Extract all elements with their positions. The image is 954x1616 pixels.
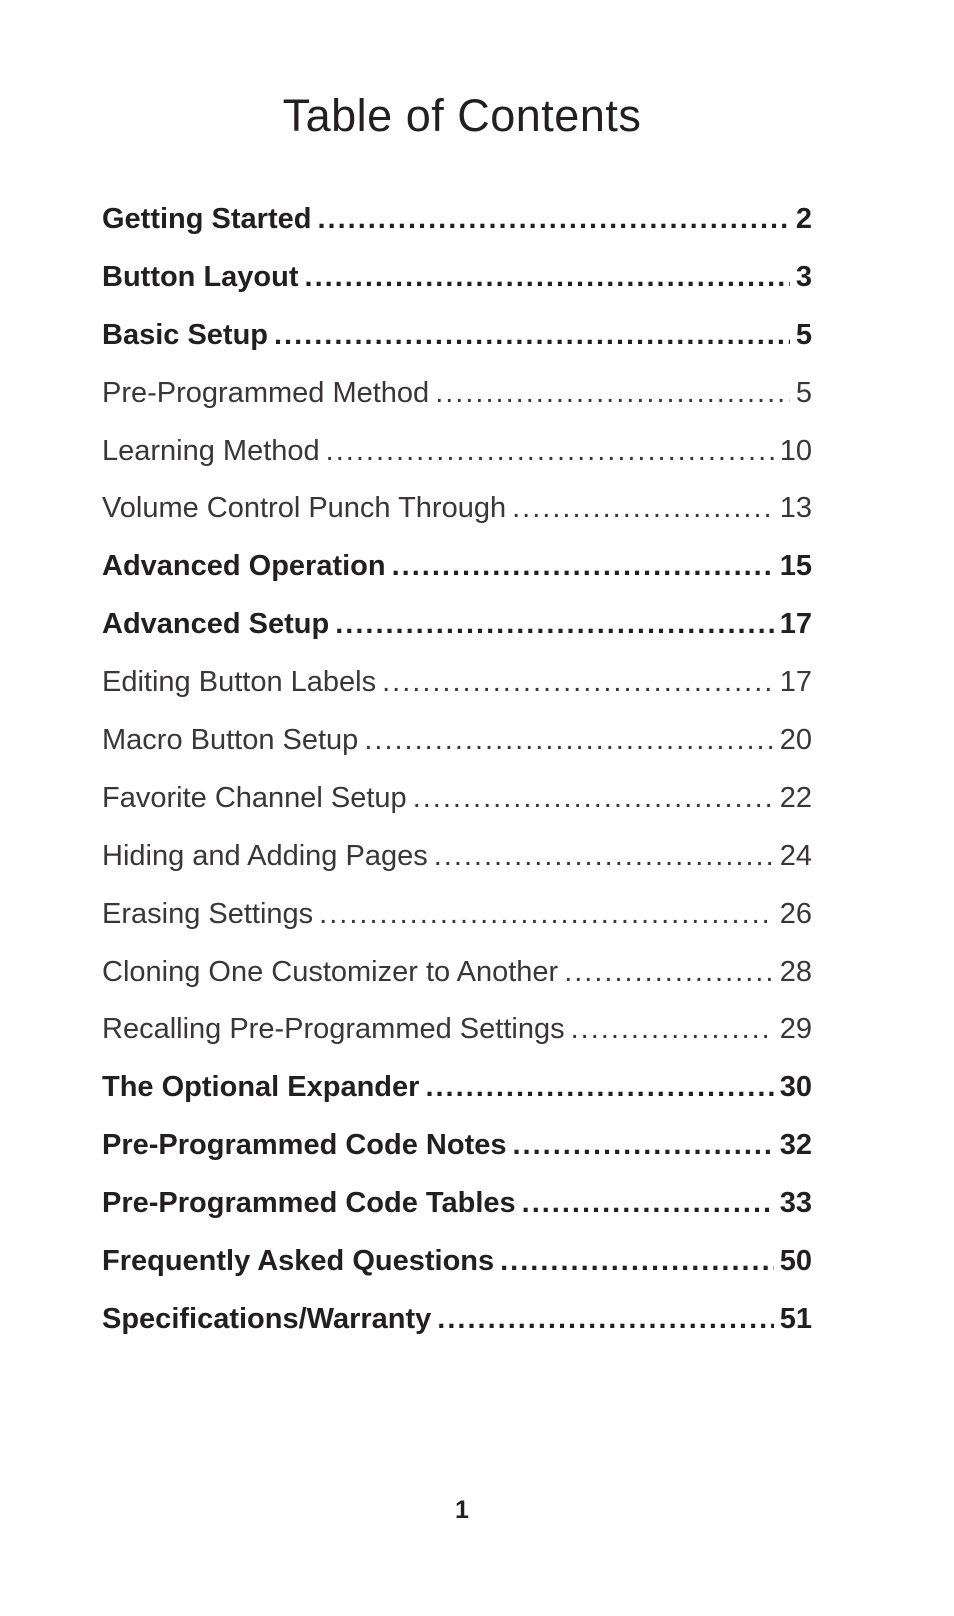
dot-leader: [564, 958, 774, 987]
toc-entry: [102, 958, 812, 1016]
toc-entry-page: 15: [779, 552, 812, 583]
dot-leader: [437, 1305, 773, 1334]
toc-entry: [102, 321, 812, 379]
toc-entry: [102, 263, 812, 321]
toc-entry: [102, 1305, 812, 1363]
toc-entry: [102, 1189, 812, 1247]
toc-entry-label: Pre-Programmed Code Notes: [102, 1131, 507, 1162]
toc-entry-label: Macro Button Setup: [102, 726, 359, 757]
toc-entry-page: 32: [779, 1131, 812, 1162]
toc-entry-label: Button Layout: [102, 262, 299, 293]
page-title: Table of Contents: [282, 90, 642, 141]
toc-entry: [102, 784, 812, 842]
toc-entry-label: Erasing Settings: [102, 899, 314, 930]
toc-entry-page: 5: [795, 320, 812, 351]
toc-entry-label: Basic Setup: [102, 320, 268, 351]
page-number: 1: [455, 1496, 469, 1524]
dot-leader: [413, 784, 774, 813]
toc-entry-page: 3: [795, 262, 812, 293]
toc-entry-label: Hiding and Adding Pages: [102, 841, 428, 872]
toc-entry-page: 17: [779, 668, 812, 699]
toc-entry-label: Learning Method: [102, 436, 320, 467]
dot-leader: [319, 900, 774, 929]
toc-entry-label: Advanced Setup: [102, 610, 330, 641]
toc-entry: [102, 900, 812, 958]
toc-entry-page: 26: [779, 899, 812, 930]
dot-leader: [382, 668, 774, 697]
dot-leader: [434, 842, 774, 871]
toc-entry-label: Favorite Channel Setup: [102, 783, 407, 814]
toc-entry: [102, 726, 812, 784]
dot-leader: [392, 552, 774, 581]
toc-entry: [102, 379, 812, 437]
dot-leader: [512, 494, 774, 523]
toc-entry: [102, 1073, 812, 1131]
toc-entry: [102, 1247, 812, 1305]
toc-list: [102, 205, 812, 1363]
toc-entry-page: 50: [779, 1247, 812, 1278]
toc-entry-label: Getting Started: [102, 205, 312, 235]
toc-entry-label: Editing Button Labels: [102, 668, 377, 699]
toc-entry: [102, 668, 812, 726]
toc-entry: [102, 205, 812, 263]
dot-leader: [317, 205, 789, 234]
toc-entry-page: 10: [779, 436, 812, 467]
dot-leader: [364, 726, 773, 755]
toc-entry-label: Advanced Operation: [102, 552, 386, 583]
toc-entry-page: 2: [795, 205, 812, 235]
toc-entry-page: 51: [779, 1304, 812, 1335]
dot-leader: [513, 1131, 774, 1160]
toc-entry-page: 22: [779, 783, 812, 814]
toc-entry-page: 30: [779, 1073, 812, 1104]
dot-leader: [326, 437, 774, 466]
dot-leader: [425, 1073, 773, 1102]
toc-entry-page: 17: [779, 610, 812, 641]
toc-entry: [102, 1015, 812, 1073]
toc-entry: [102, 552, 812, 610]
dot-leader: [571, 1015, 774, 1044]
dot-leader: [500, 1247, 774, 1276]
toc-entry-label: Pre-Programmed Method: [102, 378, 430, 409]
toc-entry-label: Frequently Asked Questions: [102, 1247, 495, 1278]
toc-entry-page: 29: [779, 1015, 812, 1046]
toc-entry-page: 20: [779, 726, 812, 757]
toc-entry: [102, 494, 812, 552]
toc-entry-label: Pre-Programmed Code Tables: [102, 1189, 516, 1220]
dot-leader: [274, 321, 790, 350]
toc-entry-page: 28: [779, 957, 812, 988]
toc-entry-label: Recalling Pre-Programmed Settings: [102, 1015, 565, 1046]
toc-entry-page: 33: [779, 1189, 812, 1220]
toc-entry-page: 13: [779, 494, 812, 525]
dot-leader: [305, 263, 790, 292]
toc-entry-label: Cloning One Customizer to Another: [102, 957, 559, 988]
dot-leader: [522, 1189, 774, 1218]
toc-entry: [102, 437, 812, 495]
toc-entry-label: Specifications/Warranty: [102, 1304, 432, 1335]
toc-entry-page: 5: [795, 378, 812, 409]
toc-entry-label: The Optional Expander: [102, 1073, 420, 1104]
toc-entry-page: 24: [779, 841, 812, 872]
toc-entry: [102, 610, 812, 668]
toc-entry: [102, 1131, 812, 1189]
toc-entry-label: Volume Control Punch Through: [102, 494, 507, 525]
toc-entry: [102, 842, 812, 900]
dot-leader: [335, 610, 774, 639]
dot-leader: [435, 379, 790, 408]
